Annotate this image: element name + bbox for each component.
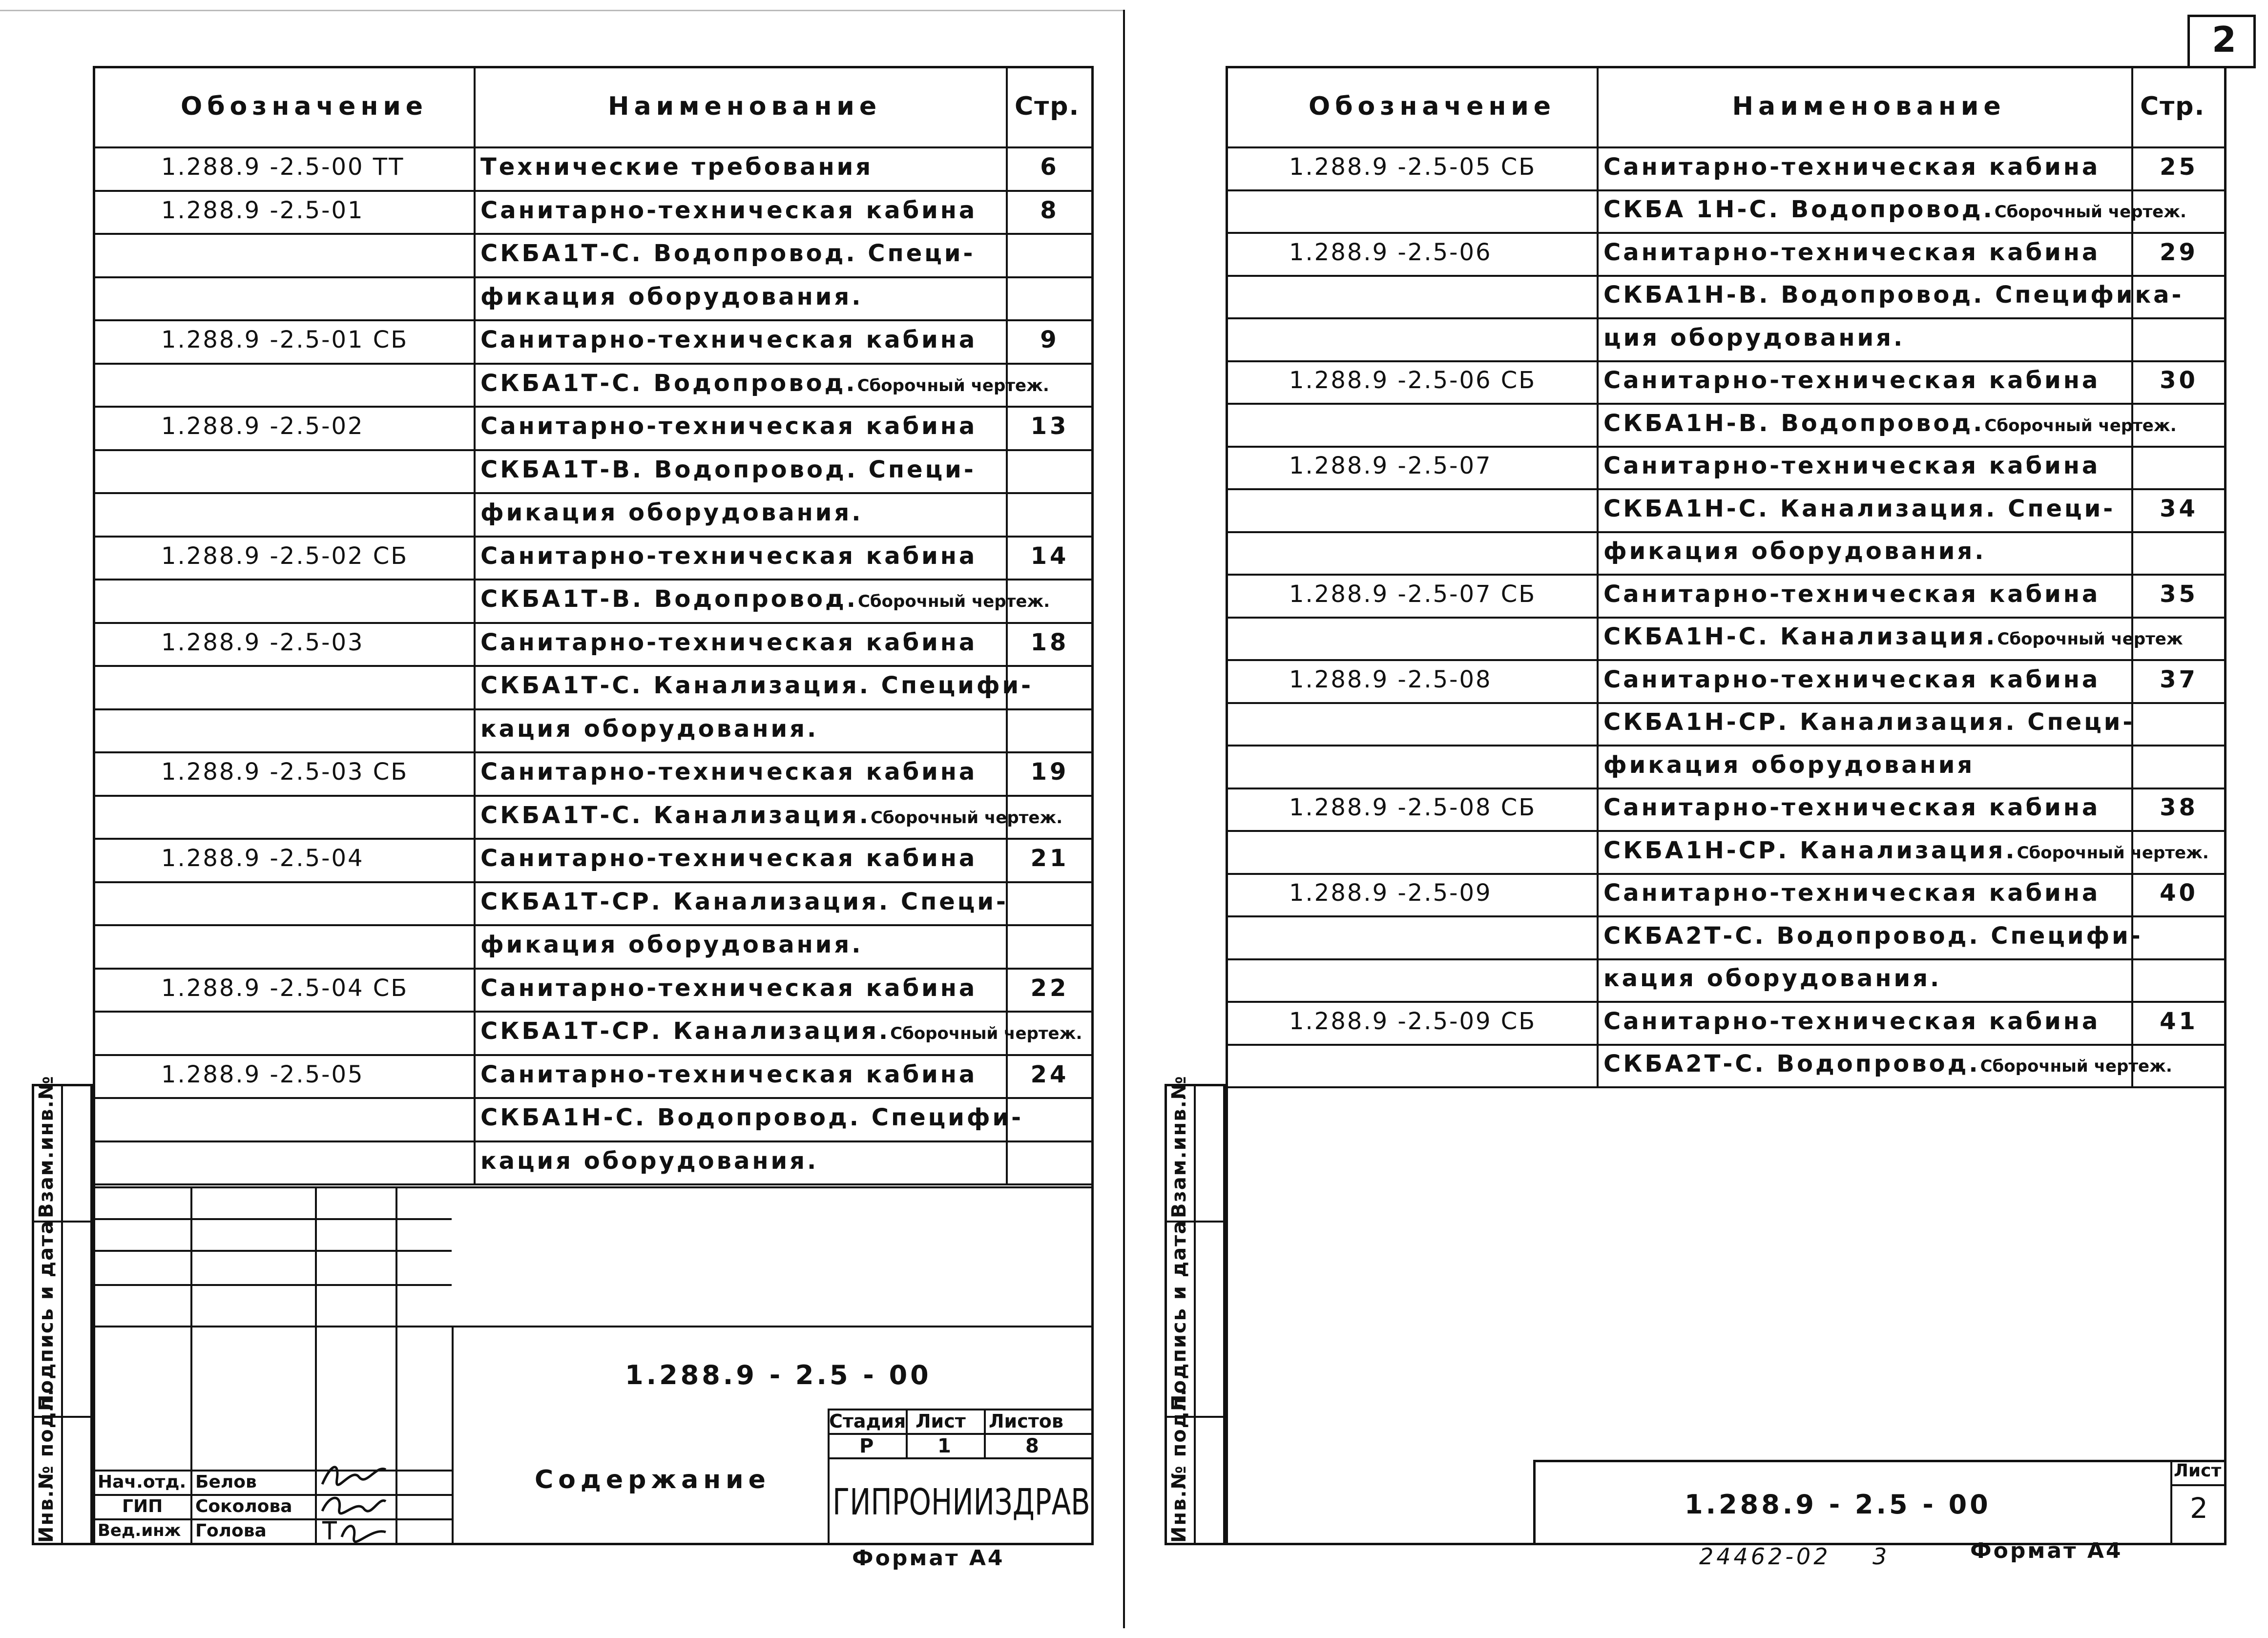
side-label-vzam-inv: Взам.инв.№ xyxy=(35,1075,58,1218)
row-page: 8 xyxy=(1040,196,1060,224)
left-roles-v2 xyxy=(315,1186,317,1545)
left-table-row xyxy=(93,146,1094,190)
row-name xyxy=(1603,1007,2101,1035)
right-side-label-signature-date: Подпись и дата xyxy=(1168,1220,1190,1411)
row-name xyxy=(480,628,978,656)
row-name-text: СКБА1Т-СР. Канализация. Специ- xyxy=(480,888,1008,915)
row-name xyxy=(480,544,977,568)
left-row-line xyxy=(93,1183,1094,1185)
row-designation: 1.288.9 -2.5-09 СБ xyxy=(1289,1007,1537,1035)
row-page: 9 xyxy=(1040,326,1060,354)
row-name-text: фикация оборудования. xyxy=(480,283,863,311)
row-designation: 1.288.9 -2.5-04 СБ xyxy=(161,974,409,1002)
right-header-designation: Обозначение xyxy=(1309,91,1556,121)
row-designation: 1.288.9 -2.5-01 СБ xyxy=(161,326,409,354)
row-name-text: Санитарно-техническая кабина xyxy=(1603,452,2101,480)
row-name xyxy=(1603,452,2101,480)
row-name-text: Санитарно-техническая кабина xyxy=(1603,580,2101,608)
row-name xyxy=(1603,155,2100,179)
signature-1 xyxy=(317,1457,391,1492)
row-name-note: Сборочный чертеж. xyxy=(890,1024,1082,1044)
row-name xyxy=(1603,497,2115,520)
row-name-text: СКБА1Т-С. Канализация. xyxy=(480,801,871,829)
row-name xyxy=(480,717,818,741)
row-name-text: СКБА1Н-С. Водопровод. Специфи- xyxy=(480,1104,1024,1132)
top-edge-left xyxy=(0,10,1123,11)
side-label-signature-date: Подпись и дата xyxy=(35,1220,58,1411)
row-name xyxy=(480,801,1063,829)
right-table-row xyxy=(1226,189,2226,232)
row-name-text: кация оборудования. xyxy=(1603,965,1942,993)
left-table-row xyxy=(93,924,1094,968)
row-page: 14 xyxy=(1030,542,1069,570)
row-name-text: фикация оборудования. xyxy=(1603,538,1986,565)
row-name-text: Санитарно-техническая кабина xyxy=(1603,665,2101,693)
left-table-row xyxy=(93,406,1094,449)
row-page: 25 xyxy=(2160,153,2198,181)
right-table-row xyxy=(1226,403,2226,446)
right-table-row xyxy=(1226,446,2226,489)
row-name xyxy=(1603,283,2184,307)
row-name-text: Санитарно-техническая кабина xyxy=(1603,367,2101,394)
right-format-label: Формат А4 xyxy=(1970,1538,2123,1563)
left-header-designation: Обозначение xyxy=(181,91,428,121)
row-name-note: Сборочный чертеж xyxy=(1997,629,2183,649)
row-name-text: Санитарно-техническая кабина xyxy=(1603,238,2101,266)
row-name xyxy=(480,369,1049,397)
row-name-note: Сборочный чертеж. xyxy=(857,375,1049,395)
row-designation: 1.288.9 -2.5-08 СБ xyxy=(1289,794,1537,822)
row-page: 24 xyxy=(1030,1060,1069,1088)
row-name-text: СКБА1Н-В. Водопровод. xyxy=(1603,409,1985,437)
row-name xyxy=(1603,836,2209,864)
right-table-row xyxy=(1226,745,2226,788)
right-side-label-vzam-inv: Взам.инв.№ xyxy=(1168,1075,1190,1218)
right-tb-sheet-sep xyxy=(2170,1484,2226,1486)
right-table-row xyxy=(1226,702,2226,745)
left-document-code: 1.288.9 - 2.5 - 00 xyxy=(625,1360,932,1390)
left-table-row xyxy=(93,751,1094,795)
row-name-text: СКБА1Н-В. Водопровод. Специфика- xyxy=(1603,281,2184,309)
right-table-row xyxy=(1226,659,2226,702)
right-table-row xyxy=(1226,617,2226,660)
right-table-row xyxy=(1226,958,2226,1001)
left-table-row xyxy=(93,319,1094,363)
row-page: 38 xyxy=(2160,794,2198,822)
row-designation: 1.288.9 -2.5-02 СБ xyxy=(161,542,409,570)
row-designation: 1.288.9 -2.5-04 xyxy=(161,845,364,872)
row-name xyxy=(480,890,1008,913)
row-designation: 1.288.9 -2.5-07 СБ xyxy=(1289,580,1537,608)
left-tb-v-sheet xyxy=(906,1409,908,1457)
row-page: 34 xyxy=(2160,495,2198,522)
row-name-text: СКБА2Т-С. Водопровод. xyxy=(1603,1050,1980,1078)
left-roles-h1 xyxy=(93,1218,452,1220)
left-table-row xyxy=(93,968,1094,1011)
row-designation: 1.288.9 -2.5-05 СБ xyxy=(1289,153,1537,181)
stage-header: Стадия xyxy=(829,1410,906,1432)
row-page: 37 xyxy=(2160,665,2198,693)
row-name-note: Сборочный чертеж. xyxy=(857,592,1050,612)
row-name-text: Санитарно-техническая кабина xyxy=(480,542,978,570)
row-name xyxy=(1603,794,2101,822)
left-tb-org-sep xyxy=(828,1457,1094,1459)
row-name-text: СКБА1Т-С. Канализация. Специфи- xyxy=(480,672,1033,700)
row-name xyxy=(480,155,873,179)
sheet-value: 1 xyxy=(937,1435,951,1457)
organization-name: ГИПРОНИИЗДРАВ xyxy=(832,1481,1090,1523)
row-page: 19 xyxy=(1030,758,1069,786)
row-name-text: Санитарно-техническая кабина xyxy=(1603,879,2101,907)
row-page: 22 xyxy=(1030,974,1069,1002)
left-table-row xyxy=(93,1140,1094,1184)
row-name-text: кация оборудования. xyxy=(480,1147,819,1175)
row-name-text: СКБА1Т-В. Водопровод. xyxy=(480,585,858,613)
row-page: 35 xyxy=(2160,580,2198,608)
row-name xyxy=(1603,238,2101,266)
row-name-text: Санитарно-техническая кабина xyxy=(480,413,978,440)
left-roles-v3 xyxy=(395,1186,397,1545)
right-table-row xyxy=(1226,1044,2226,1087)
row-designation: 1.288.9 -2.5-01 xyxy=(161,196,364,224)
row-page: 30 xyxy=(2160,367,2198,394)
right-header-page: Стр. xyxy=(2140,91,2206,121)
right-table-row xyxy=(1226,146,2226,189)
row-name-text: СКБА2Т-С. Водопровод. Специфи- xyxy=(1603,922,2143,950)
row-name xyxy=(480,196,978,224)
stage-value: Р xyxy=(859,1435,874,1457)
left-table-row xyxy=(93,622,1094,665)
row-name-text: фикация оборудования. xyxy=(480,931,863,959)
row-name-note: Сборочный чертеж. xyxy=(1980,1057,2172,1077)
row-name-text: СКБА1Н-СР. Канализация. Специ- xyxy=(1603,708,2135,736)
signature-2 xyxy=(317,1492,391,1518)
row-name xyxy=(1603,924,2143,948)
left-roles-h2 xyxy=(93,1250,452,1252)
right-side-label-inv-podl: Инв.№ подл. xyxy=(1168,1388,1190,1543)
right-table-row xyxy=(1226,915,2226,958)
row-name xyxy=(1603,1052,2172,1076)
row-name-text: Санитарно-техническая кабина xyxy=(480,1060,978,1088)
row-name xyxy=(480,672,1033,700)
row-name-text: СКБА1Т-СР. Канализация. xyxy=(480,1017,891,1045)
left-table-row xyxy=(93,492,1094,536)
row-name xyxy=(480,499,863,527)
left-tb-top xyxy=(93,1186,1094,1188)
left-table-row xyxy=(93,838,1094,881)
row-name xyxy=(1603,326,1905,350)
row-designation: 1.288.9 -2.5-05 xyxy=(161,1060,364,1088)
row-name-text: Технические требования xyxy=(480,153,874,181)
left-roles-h6 xyxy=(93,1518,452,1520)
side-label-inv-podl: Инв.№ подл. xyxy=(35,1388,58,1543)
row-designation: 1.288.9 -2.5-00 ТТ xyxy=(161,153,405,181)
row-name-note: Сборочный чертеж. xyxy=(870,808,1063,828)
right-sheet-value: 2 xyxy=(2190,1492,2208,1525)
left-role-1: Нач.отд. xyxy=(98,1472,187,1492)
row-name-text: Санитарно-техническая кабина xyxy=(1603,153,2101,181)
left-table-row xyxy=(93,795,1094,838)
row-name xyxy=(1603,539,1986,563)
right-table-row xyxy=(1226,488,2226,531)
left-roles-h4 xyxy=(93,1470,452,1472)
row-name xyxy=(1603,965,1942,993)
right-table-row xyxy=(1226,232,2226,275)
row-name-text: СКБА1Т-В. Водопровод. Специ- xyxy=(480,456,976,483)
row-name-text: Санитарно-техническая кабина xyxy=(480,758,978,786)
left-role-3: Вед.инж xyxy=(98,1521,181,1540)
sheets-header: Листов xyxy=(989,1410,1063,1432)
row-name xyxy=(480,760,977,784)
row-name-text: Санитарно-техническая кабина xyxy=(480,974,978,1002)
sheet-corner-number: 2 xyxy=(2212,19,2237,60)
left-binding-divider xyxy=(61,1084,63,1545)
left-table-row xyxy=(93,881,1094,925)
left-header-page: Стр. xyxy=(1015,91,1080,121)
row-name-note: Сборочный чертеж. xyxy=(2017,843,2209,863)
row-name xyxy=(1603,881,2100,905)
right-table-row xyxy=(1226,275,2226,318)
left-table-row xyxy=(93,363,1094,406)
row-designation: 1.288.9 -2.5-02 xyxy=(161,413,364,440)
right-binding-divider xyxy=(1194,1084,1196,1545)
row-name xyxy=(480,240,976,268)
left-table-row xyxy=(93,190,1094,233)
row-designation: 1.288.9 -2.5-07 xyxy=(1289,452,1492,480)
sheet-header: Лист xyxy=(916,1410,966,1432)
left-person-1: Белов xyxy=(195,1472,257,1492)
row-name xyxy=(480,458,976,481)
right-table-row xyxy=(1226,1001,2226,1044)
left-roles-h3 xyxy=(93,1284,452,1286)
right-contents-table xyxy=(1226,66,2226,1091)
row-designation: 1.288.9 -2.5-09 xyxy=(1289,879,1492,907)
left-format-label: Формат А4 xyxy=(852,1546,1005,1571)
row-name xyxy=(480,1149,818,1173)
row-name xyxy=(480,587,1050,611)
row-name-note: Сборочный чертеж. xyxy=(1994,202,2186,222)
right-sheet-header: Лист xyxy=(2174,1461,2222,1481)
left-contents-table xyxy=(93,66,1094,1186)
row-name-text: СКБА1Т-С. Водопровод. xyxy=(480,369,857,397)
row-designation: 1.288.9 -2.5-08 xyxy=(1289,665,1492,693)
row-name xyxy=(1603,710,2135,734)
row-name xyxy=(1603,369,2100,392)
sheets-value: 8 xyxy=(1025,1435,1039,1457)
right-table-row xyxy=(1226,574,2226,617)
row-name xyxy=(480,1060,978,1088)
row-name-text: СКБА1Т-С. Водопровод. Специ- xyxy=(480,240,976,268)
row-name-text: Санитарно-техническая кабина xyxy=(480,845,978,872)
left-tb-mid xyxy=(93,1326,1094,1327)
row-name xyxy=(480,931,863,959)
right-row-line xyxy=(1226,1086,2226,1088)
right-header-name: Наименование xyxy=(1732,91,2006,121)
row-page: 21 xyxy=(1030,845,1069,872)
row-name-text: Санитарно-техническая кабина xyxy=(480,326,978,354)
row-name xyxy=(1603,196,2186,224)
row-name-text: СКБА 1Н-С. Водопровод. xyxy=(1603,196,1995,224)
row-page: 18 xyxy=(1030,628,1069,656)
left-document-title: Содержание xyxy=(535,1465,770,1494)
left-table-row xyxy=(93,536,1094,579)
right-tb-sheet-divider xyxy=(2170,1460,2172,1545)
row-name xyxy=(480,285,863,309)
row-name-text: Санитарно-техническая кабина xyxy=(1603,1007,2101,1035)
row-name xyxy=(480,1104,1024,1132)
left-roles-v1 xyxy=(190,1186,192,1545)
row-name xyxy=(480,328,977,352)
sheet-serial-number: 3 xyxy=(1873,1543,1887,1570)
right-document-code: 1.288.9 - 2.5 - 00 xyxy=(1685,1489,1991,1520)
row-designation: 1.288.9 -2.5-03 СБ xyxy=(161,758,409,786)
row-name-text: кация оборудования. xyxy=(480,715,819,743)
left-table-row xyxy=(93,708,1094,752)
right-table-row xyxy=(1226,531,2226,574)
row-designation: 1.288.9 -2.5-06 xyxy=(1289,238,1492,266)
row-name xyxy=(1603,409,2177,437)
row-name xyxy=(480,415,977,438)
row-name-note: Сборочный чертеж. xyxy=(1984,415,2177,435)
signature-3 xyxy=(317,1517,391,1544)
row-page: 13 xyxy=(1030,413,1069,440)
row-name-text: СКБА1Н-С. Канализация. xyxy=(1603,623,1998,651)
row-name xyxy=(1603,582,2100,606)
left-table-row xyxy=(93,1054,1094,1098)
right-table-row xyxy=(1226,830,2226,873)
row-name-text: Санитарно-техническая кабина xyxy=(1603,794,2101,822)
page-divider xyxy=(1123,10,1125,1628)
inventory-number: 24462-02 xyxy=(1699,1543,1831,1570)
right-table-row xyxy=(1226,788,2226,830)
row-name-text: фикация оборудования xyxy=(1603,751,1975,779)
left-table-row xyxy=(93,1011,1094,1054)
row-name-text: СКБА1Н-С. Канализация. Специ- xyxy=(1603,495,2116,522)
left-roles-h5 xyxy=(93,1494,452,1496)
row-page: 40 xyxy=(2160,879,2198,907)
left-tb-v-sheets xyxy=(984,1409,986,1457)
left-table-row xyxy=(93,1097,1094,1140)
left-table-row xyxy=(93,665,1094,708)
row-name xyxy=(1603,753,1975,777)
row-name xyxy=(480,847,977,870)
left-table-row xyxy=(93,579,1094,622)
row-name xyxy=(1603,665,2101,693)
left-table-row xyxy=(93,276,1094,320)
right-table-row xyxy=(1226,317,2226,360)
left-table-row xyxy=(93,233,1094,276)
row-name-text: ция оборудования. xyxy=(1603,324,1905,352)
left-tb-v-main xyxy=(452,1326,454,1545)
right-table-row xyxy=(1226,873,2226,916)
row-designation: 1.288.9 -2.5-06 СБ xyxy=(1289,367,1537,394)
row-page: 41 xyxy=(2160,1007,2198,1035)
row-name-text: фикация оборудования. xyxy=(480,499,863,527)
row-page: 29 xyxy=(2160,238,2198,266)
left-person-2: Соколова xyxy=(195,1496,292,1516)
row-name-text: СКБА1Н-СР. Канализация. xyxy=(1603,836,2017,864)
row-name xyxy=(480,976,977,1000)
row-name xyxy=(480,1019,1082,1043)
row-name-text: Санитарно-техническая кабина xyxy=(480,628,978,656)
row-name-text: Санитарно-техническая кабина xyxy=(480,196,978,224)
row-name xyxy=(1603,623,2183,651)
row-designation: 1.288.9 -2.5-03 xyxy=(161,628,364,656)
left-header-name: Наименование xyxy=(608,91,882,121)
left-person-3: Голова xyxy=(195,1521,267,1541)
row-page: 6 xyxy=(1040,153,1060,181)
left-role-2: ГИП xyxy=(122,1496,163,1516)
left-table-row xyxy=(93,449,1094,493)
right-table-row xyxy=(1226,360,2226,403)
